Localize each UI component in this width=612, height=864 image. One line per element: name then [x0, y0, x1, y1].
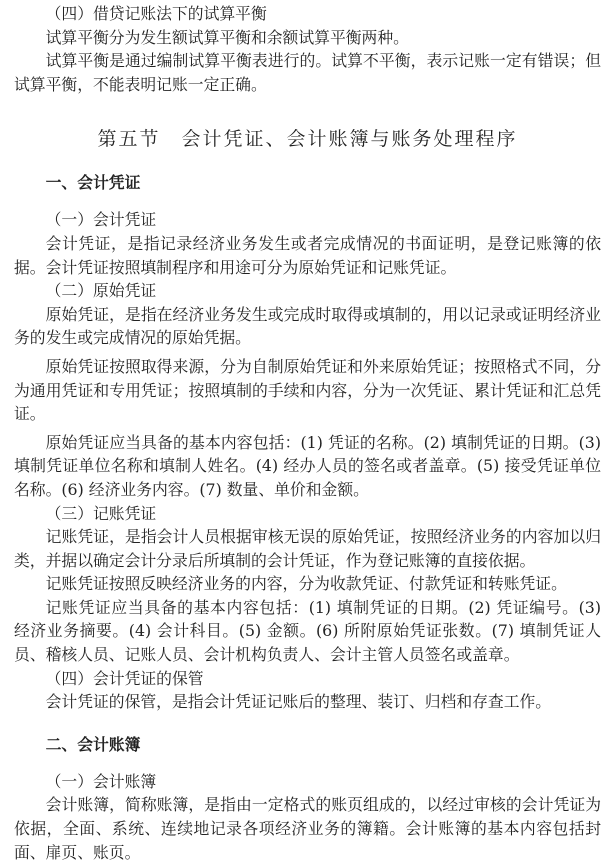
paragraph: 原始凭证，是指在经济业务发生或完成时取得或填制的，用以记录或证明经济业务的发生或完成情况的原始凭据。 [14, 304, 601, 348]
paragraph: 原始凭证应当具备的基本内容包括：(1) 凭证的名称。(2) 填制凭证的日期。(3) 填制凭证单位名称和填制人姓名。(4) 经办人员的签名或者盖章。(5) 接受凭证单位名称。(6) 经济业务内容。(7) 数量、单价和金额。 [14, 432, 601, 499]
paragraph: 记账凭证应当具备的基本内容包括：(1) 填制凭证的日期。(2) 凭证编号。(3) 经济业务摘要。(4) 会计科目。(5) 金额。(6) 所附原始凭证张数。(7) 填制凭证人员、稽核人员、记账人员、会计机构负责人、会计主管人员签名或盖章。 [14, 597, 601, 665]
paragraph: 原始凭证按照取得来源，分为自制原始凭证和外来原始凭证；按照格式不同，分为通用凭证和专用凭证；按照填制的手续和内容，分为一次凭证、累计凭证和汇总凭证。 [14, 356, 601, 424]
paragraph: 记账凭证按照反映经济业务的内容，分为收款凭证、付款凭证和转账凭证。 [45, 574, 567, 594]
section-title: 第五节 会计凭证、会计账簿与账务处理程序 [97, 128, 518, 151]
paragraph: 会计凭证的保管，是指会计凭证记账后的整理、装订、归档和存查工作。 [45, 692, 552, 712]
heading-accounting-vouchers: 一、会计凭证 [45, 173, 141, 193]
paragraph: 记账凭证，是指会计人员根据审核无误的原始凭证，按照经济业务的内容加以归类，并据以确定会计分录后所填制的会计凭证，作为登记账簿的直接依据。 [14, 527, 601, 570]
paragraph: 会计凭证，是指记录经济业务发生或者完成情况的书面证明，是登记账簿的依据。会计凭证按照填制程序和用途可分为原始凭证和记账凭证。 [14, 233, 601, 277]
paragraph: 试算平衡分为发生额试算平衡和余额试算平衡两种。 [45, 27, 409, 47]
heading-accounting-books: 二、会计账簿 [45, 734, 141, 754]
subheading: （三）记账凭证 [45, 503, 157, 523]
document-page [14, 2, 601, 864]
paragraph: 试算平衡是通过编制试算平衡表进行的。试算不平衡，表示记账一定有错误；但试算平衡，不能表明记账一定正确。 [14, 51, 601, 94]
paragraph: 会计账簿，简称账簿，是指由一定格式的账页组成的，以经过审核的会计凭证为依据，全面、系统、连续地记录各项经济业务的簿籍。会计账簿的基本内容包括封面、扉页、账页。 [14, 795, 601, 862]
subheading-trial-balance: （四）借贷记账法下的试算平衡 [45, 4, 267, 23]
subheading: （四）会计凭证的保管 [45, 668, 204, 688]
subheading: （二）原始凭证 [45, 281, 157, 301]
subheading: （一）会计凭证 [45, 210, 157, 230]
subheading: （一）会计账簿 [45, 771, 157, 791]
